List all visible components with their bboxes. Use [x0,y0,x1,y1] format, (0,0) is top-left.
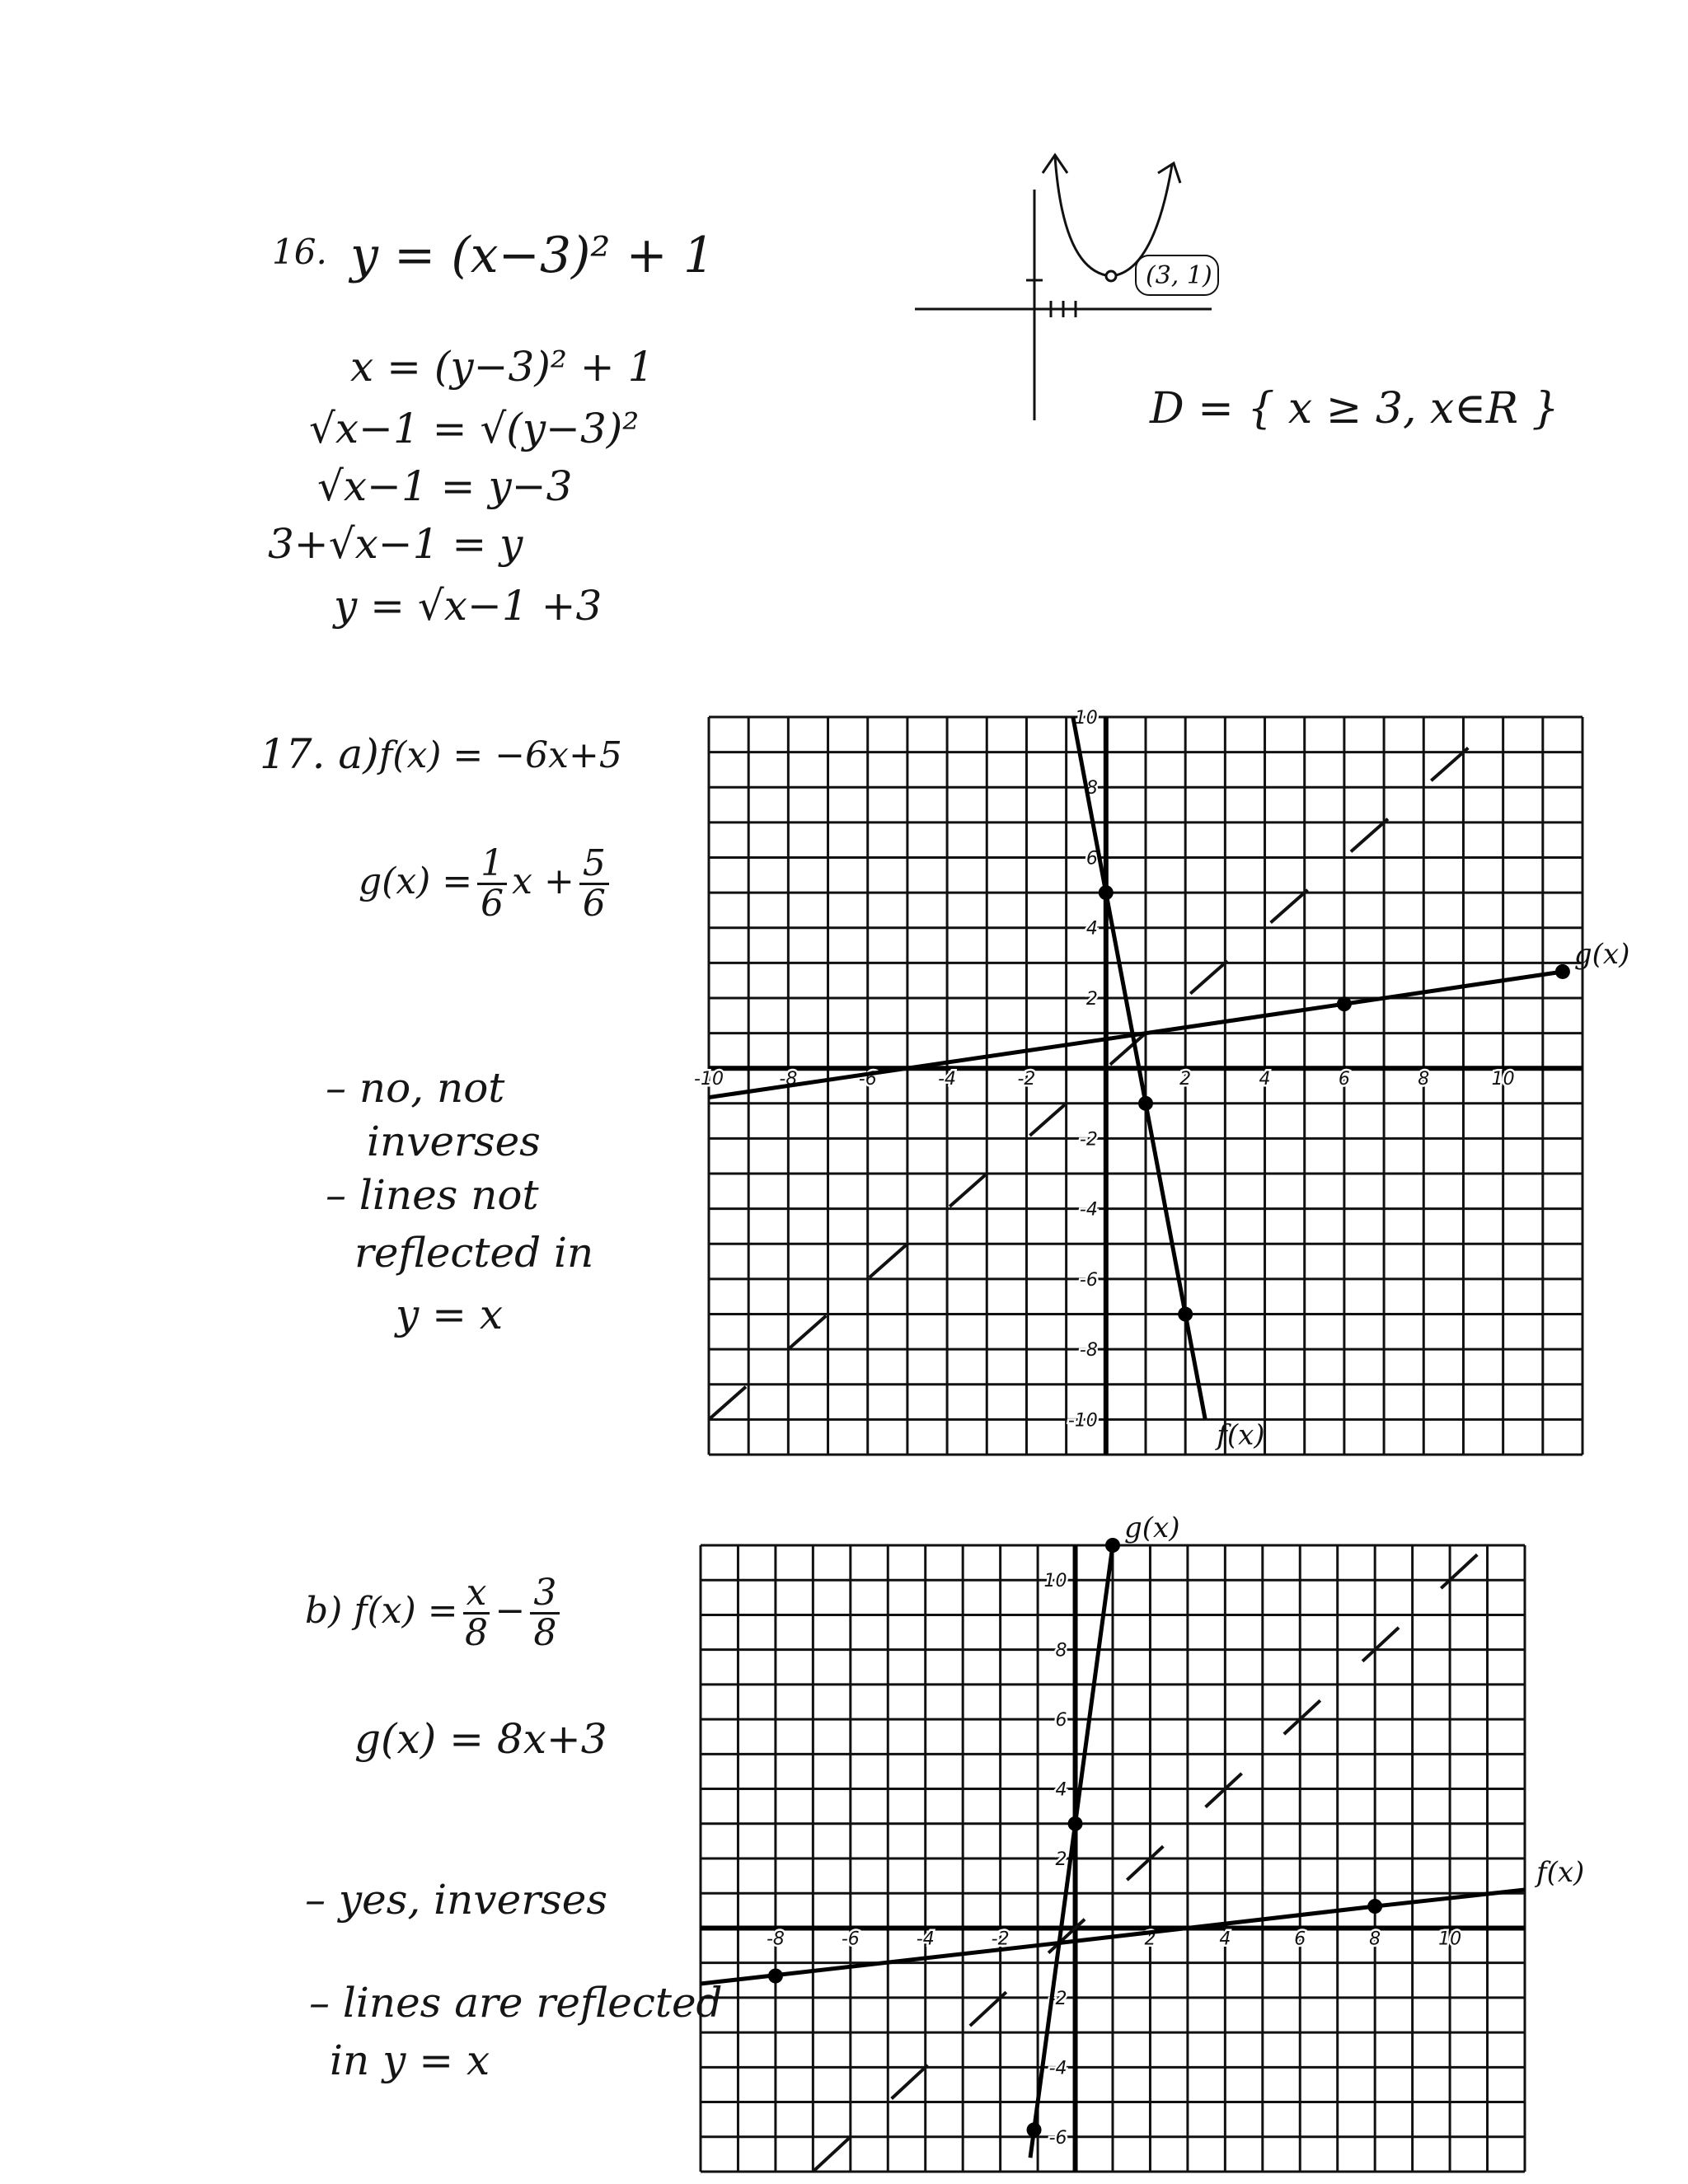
data-point [1099,885,1114,900]
series-line-gx [1030,1545,1113,2158]
x-tick-label: 6 [1294,1929,1306,1950]
x-tick-label: 8 [1418,1069,1430,1090]
y-tick-label: 4 [1085,918,1098,940]
x-tick-label: -6 [841,1929,860,1950]
q17b-f-equation [305,1572,565,1655]
x-tick-label: 8 [1369,1929,1381,1950]
y-tick-label: 8 [1055,1640,1067,1661]
y-tick-label: -4 [1048,2058,1067,2079]
x-tick-label: -2 [1017,1069,1036,1090]
y-tick-label: 10 [1074,708,1098,729]
x-tick-label: -8 [779,1069,798,1090]
f-fraction-2: $\frac{3}{8}$ [530,1574,560,1652]
f-fraction-1: $\frac{x}{8}$ [463,1574,490,1652]
q16-step-5: y = √x−1 +3 [334,582,603,630]
data-point [1555,964,1570,979]
q17a-g-equation [359,842,614,926]
q16-domain: D = { x ≥ 3, x∈R } [1150,384,1559,434]
q16-step-3: √x−1 = y−3 [317,462,573,510]
x-tick-label: 4 [1259,1069,1271,1090]
series-label-gx: g(x) [1573,937,1630,971]
series-line-gx [709,972,1563,1098]
x-tick-label: -10 [694,1069,724,1090]
y-tick-label: -6 [1079,1269,1098,1291]
x-tick-label: 6 [1338,1069,1350,1090]
x-tick-label: 10 [1438,1929,1462,1950]
x-tick-label: 2 [1179,1069,1192,1090]
y-tick-label: -4 [1079,1199,1098,1221]
f-minus: − [495,1590,526,1633]
data-point [768,1969,783,1984]
y-tick-label: 2 [1055,1849,1067,1870]
q16-step-2: √x−1 = √(y−3)² [309,405,640,452]
y-tick-label: 6 [1055,1710,1067,1732]
series-label-gx: g(x) [1124,1511,1180,1544]
data-point [1337,996,1352,1011]
g-const-fraction: $\frac{5}{6}$ [579,845,609,923]
g-coef-fraction: $\frac{1}{6}$ [477,845,507,923]
q17a-note-2: inverses [367,1118,541,1165]
q17b-number: b) [305,1590,343,1633]
data-point [1068,1816,1083,1831]
x-tick-label: -6 [858,1069,877,1090]
g-lhs: g(x) = [359,860,473,903]
vertex-point [1106,271,1116,281]
q16-number: 16. [272,232,327,272]
q17b-note-2: – lines are reflected [309,1979,723,2027]
data-point [1105,1538,1120,1553]
data-point [1138,1096,1153,1111]
x-tick-label: -8 [766,1929,785,1950]
graph-17b [701,1511,1632,2176]
q17b-note-3: in y = x [330,2036,490,2084]
vertex-label: (3, 1) [1146,261,1212,290]
y-tick-label: 6 [1085,848,1098,869]
q17a-note-5: y = x [396,1291,504,1338]
q16-equation: y = (x−3)² + 1 [350,227,715,284]
x-tick-label: 4 [1219,1929,1231,1950]
series-label-fx: f(x) [1536,1856,1585,1889]
q17b-g-equation: g(x) = 8x+3 [354,1715,607,1763]
q16-step-4: 3+√x−1 = y [268,520,523,568]
y-tick-label: -2 [1048,1988,1067,2009]
q17b-note-1: – yes, inverses [305,1876,608,1924]
q16-step-1: x = (y−3)² + 1 [350,343,654,391]
y-tick-label: 2 [1085,988,1098,1010]
x-tick-label: -4 [938,1069,957,1090]
y-tick-label: -2 [1079,1129,1098,1151]
y-tick-label: -10 [1067,1410,1098,1432]
g-x-term: x + [512,860,574,903]
series-label-fx: f(x) [1217,1418,1265,1452]
y-tick-label: -6 [1048,2127,1067,2149]
q17a-note-1: – no, not [326,1064,505,1112]
x-tick-label: 10 [1491,1069,1515,1090]
data-point [1027,2122,1042,2137]
x-tick-label: -4 [916,1929,935,1950]
x-tick-label: -2 [991,1929,1010,1950]
y-tick-label: -8 [1079,1340,1098,1361]
data-point [1367,1899,1382,1914]
graph-17a [694,708,1630,1459]
y-tick-label: 4 [1055,1779,1067,1801]
y-tick-label: 10 [1043,1571,1067,1592]
q17a-note-4: reflected in [354,1229,594,1277]
data-point [1178,1307,1193,1322]
q17b-f-lhs: f(x) = [354,1590,458,1633]
q17a-f-equation: f(x) = −6x+5 [379,734,622,776]
y-tick-label: 8 [1085,778,1098,799]
x-tick-label: 2 [1144,1929,1156,1950]
q17a-note-3: – lines not [326,1171,539,1219]
q17a-number: 17. a) [260,730,379,778]
